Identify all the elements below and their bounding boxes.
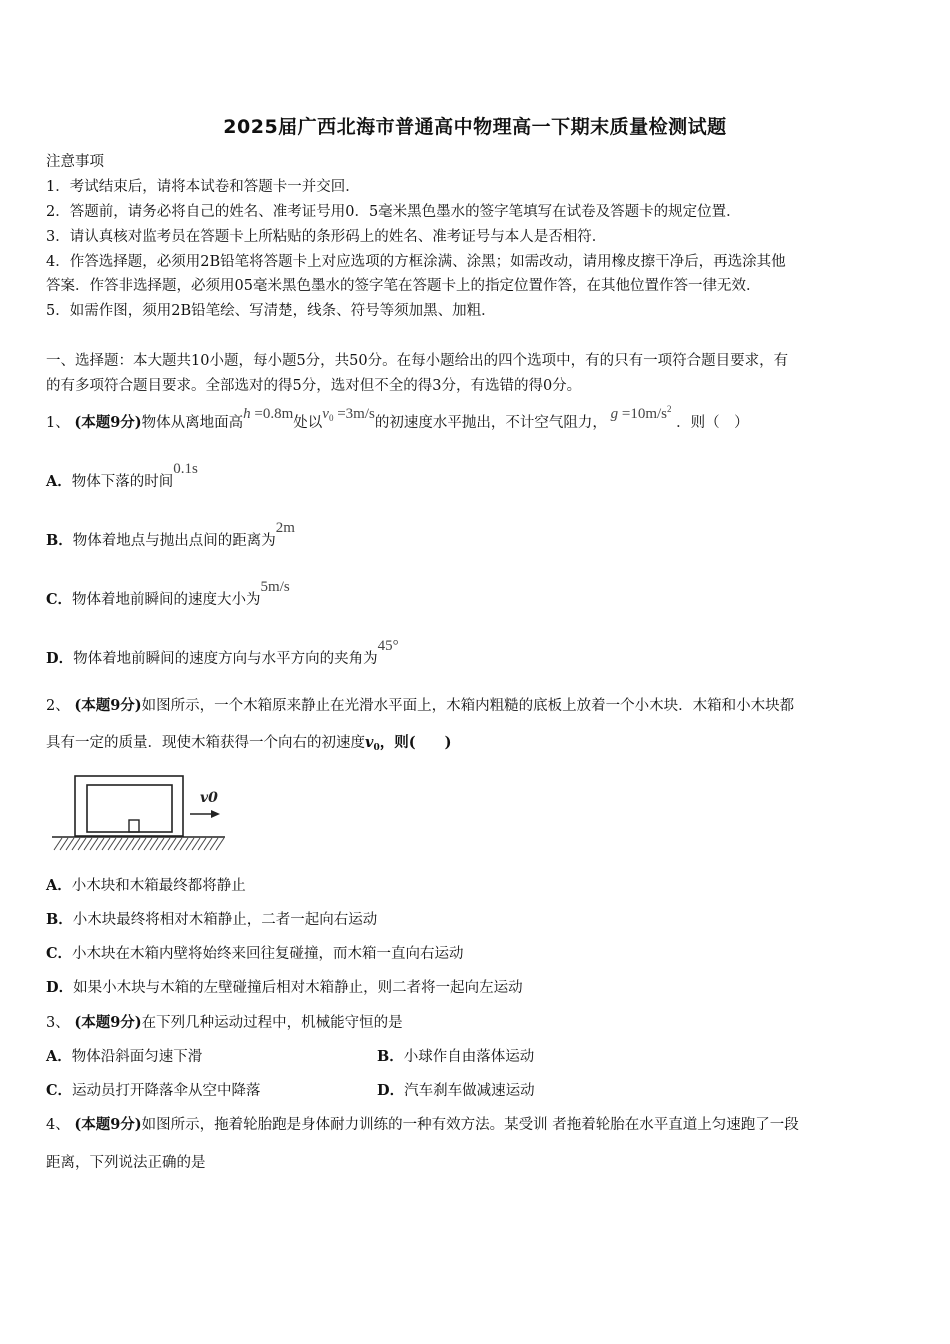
notice-heading: 注意事项 (46, 154, 104, 170)
option-text: 物体下落的时间 (71, 474, 174, 490)
notice-item-4: 4．作答选择题，必须用2B铅笔将答题卡上对应选项的方框涂满、涂黑；如需改动，请用橡皮擦干净后，再选涂其他 (46, 254, 786, 270)
question-1-option-a[interactable] (46, 461, 198, 492)
question-4-stem-line-2: 距离，下列说法正确的是 (46, 1155, 206, 1171)
question-3-number: 3、 (46, 1015, 70, 1031)
question-2-stem-line-1 (46, 696, 794, 716)
question-2-text-cont: 具有一定的质量．现使木箱获得一个向右的初速度 (46, 735, 365, 751)
question-2-score: (本题9分) (74, 697, 142, 714)
option-text: 小球作自由落体运动 (403, 1049, 535, 1065)
option-math: 0.1s (173, 461, 198, 477)
option-text: 如果小木块与木箱的左壁碰撞后相对木箱静止，则二者将一起向左运动 (73, 980, 523, 996)
option-text: 汽车刹车做减速运动 (404, 1083, 535, 1099)
option-label: C． (46, 945, 73, 962)
question-2-option-d[interactable] (46, 978, 523, 998)
question-4-stem-line-1 (46, 1115, 799, 1135)
option-text: 小木块在木箱内壁将始终来回往复碰撞，而木箱一直向右运动 (72, 946, 464, 962)
velocity-arrow-head (211, 810, 220, 818)
question-1-text-b: 处以 (293, 415, 323, 431)
question-1-option-d[interactable] (46, 638, 399, 669)
option-text: 小木块和木箱最终都将静止 (71, 878, 246, 894)
question-2-option-a[interactable] (46, 876, 246, 896)
option-label: C． (46, 591, 73, 608)
ground-hatching (54, 838, 224, 850)
question-4-score: (本题9分) (74, 1116, 142, 1133)
option-text: 物体着地前瞬间的速度大小为 (72, 592, 261, 608)
question-1-option-b[interactable] (46, 520, 295, 551)
question-3-score: (本题9分) (74, 1014, 142, 1031)
wooden-box-figure (50, 770, 230, 856)
velocity-symbol: v (365, 734, 374, 751)
option-label: A． (46, 1048, 72, 1065)
question-1-option-c[interactable] (46, 579, 290, 610)
option-label: B． (46, 911, 73, 928)
initial-velocity-expression: $v_0 =3m/s$ (322, 406, 375, 423)
question-3-option-c[interactable] (46, 1081, 261, 1101)
question-4-text: 如图所示，拖着轮胎跑是身体耐力训练的一种有效方法。某受训 者拖着轮胎在水平直道上匀速跑了一段 (141, 1117, 799, 1133)
question-3-option-d[interactable] (377, 1081, 535, 1101)
velocity-subscript: 0 (373, 743, 380, 753)
option-label: B． (377, 1048, 404, 1065)
page-title: 2025届广西北海市普通高中物理高一下期末质量检测试题 (223, 116, 727, 138)
question-1-text-c: 的初速度水平抛出，不计空气阻力， (374, 415, 607, 431)
gravity-expression: $g =10m/s^2$ (610, 404, 672, 422)
question-4-number: 4、 (46, 1117, 70, 1133)
height-symbol: h =0.8m (243, 406, 294, 422)
option-label: D． (377, 1082, 405, 1099)
option-label: B． (46, 532, 73, 549)
question-1-text-d: ．则（ ） (676, 415, 749, 431)
option-math: 45° (377, 638, 399, 654)
question-3-option-a[interactable] (46, 1047, 202, 1067)
section-instructions-line-1: 一、选择题：本大题共10小题，每小题5分，共50分。在每小题给出的四个选项中，有的只有一项符合题目要求，有 (46, 353, 789, 369)
notice-item-4-cont: 答案．作答非选择题，必须用05毫米黑色墨水的签字笔在答题卡上的指定位置作答，在其他位置作答一律无效． (46, 278, 761, 294)
question-2-stem-line-2 (46, 733, 451, 755)
question-2-text-end: ，则( ) (379, 734, 452, 751)
option-label: C． (46, 1082, 73, 1099)
option-text: 物体着地点与抛出点间的距离为 (72, 533, 276, 549)
question-2-number: 2、 (46, 698, 70, 714)
question-2-text: 如图所示，一个木箱原来静止在光滑水平面上，木箱内粗糙的底板上放着一个小木块．木箱和小木块都 (141, 698, 795, 714)
question-2-option-c[interactable] (46, 944, 464, 964)
option-text: 运动员打开降落伞从空中降落 (72, 1083, 261, 1099)
option-text: 物体沿斜面匀速下滑 (71, 1049, 203, 1065)
question-3-text: 在下列几种运动过程中，机械能守恒的是 (141, 1015, 403, 1031)
option-label: A． (46, 473, 72, 490)
notice-item-1: 1．考试结束后，请将本试卷和答题卡一并交回． (46, 179, 360, 195)
option-label: D． (46, 979, 74, 996)
section-instructions-line-2: 的有多项符合题目要求。全部选对的得5分，选对但不全的得3分，有选错的得0分。 (46, 378, 582, 394)
question-1-stem (46, 404, 749, 434)
question-2-option-b[interactable] (46, 910, 377, 930)
question-3-option-b[interactable] (377, 1047, 534, 1067)
small-block (129, 820, 139, 832)
figure-velocity-label: v0 (200, 790, 218, 806)
question-1-score: (本题9分) (74, 414, 142, 431)
notice-item-2: 2．答题前，请务必将自己的姓名、准考证号用0．5毫米黑色墨水的签字笔填写在试卷及答题卡的规定位置． (46, 204, 741, 220)
option-label: A． (46, 877, 72, 894)
option-math: 5m/s (260, 579, 290, 595)
question-1-text-a: 物体从离地面高 (141, 415, 244, 431)
option-text: 小木块最终将相对木箱静止，二者一起向右运动 (72, 912, 378, 928)
option-text: 物体着地前瞬间的速度方向与水平方向的夹角为 (73, 651, 378, 667)
notice-item-3: 3．请认真核对监考员在答题卡上所粘贴的条形码上的姓名、准考证号与本人是否相符． (46, 229, 607, 245)
question-1-number: 1、 (46, 415, 70, 431)
question-3-stem (46, 1013, 403, 1033)
notice-item-5: 5．如需作图，须用2B铅笔绘、写清楚，线条、符号等须加黑、加粗． (46, 303, 496, 319)
option-label: D． (46, 650, 74, 667)
option-math: 2m (275, 520, 295, 536)
